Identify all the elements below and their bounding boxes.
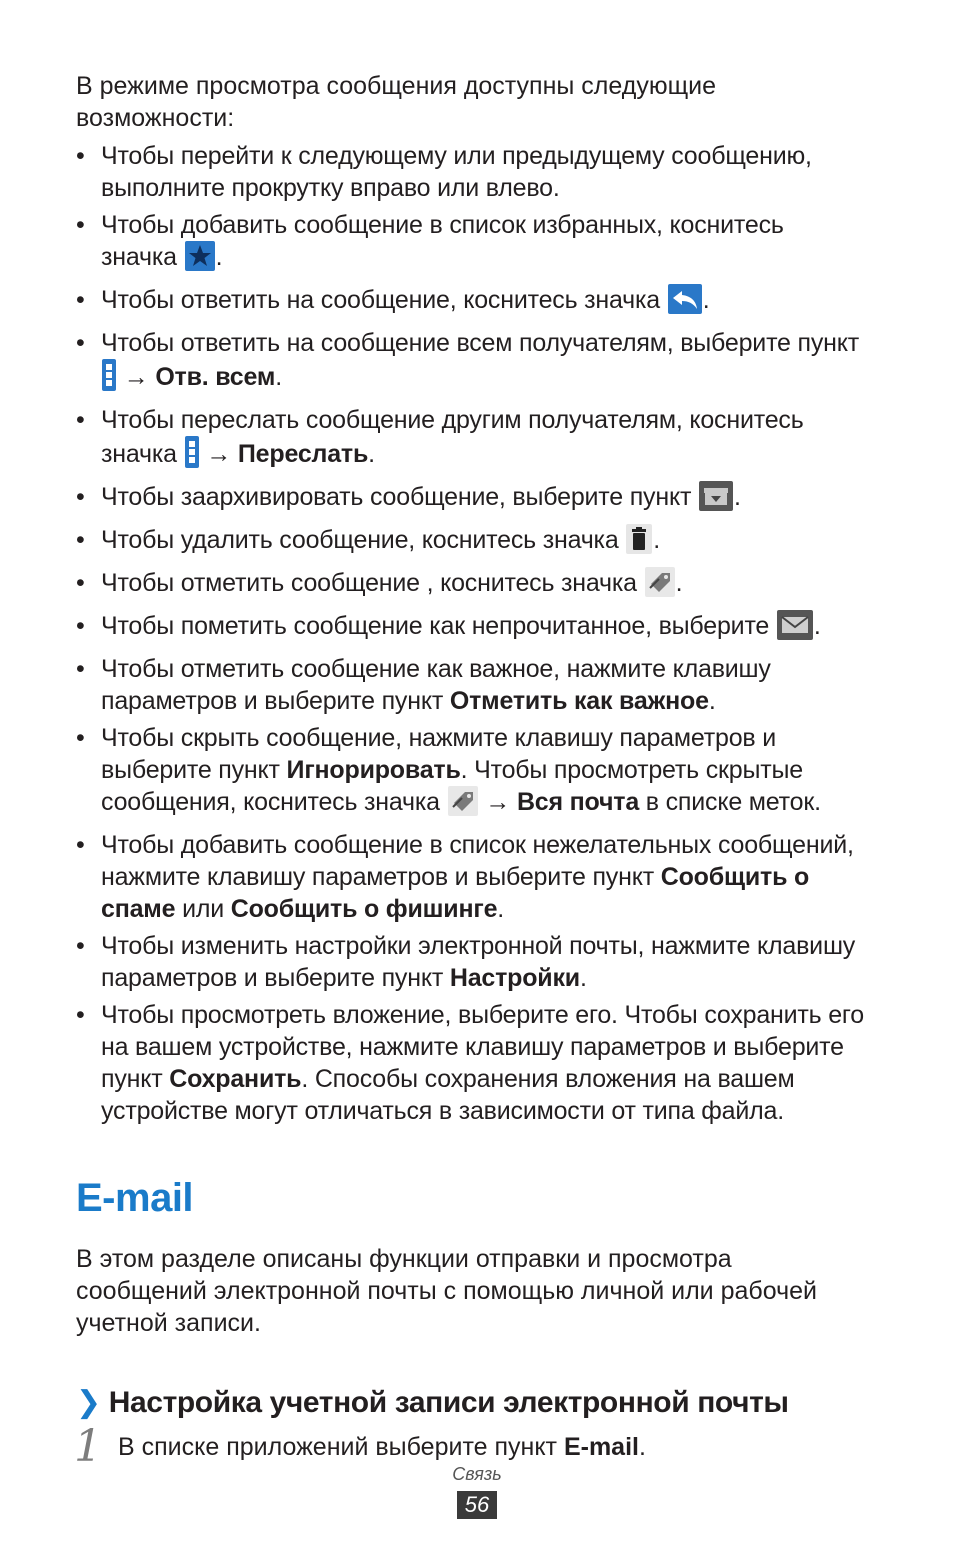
list-item: • Чтобы ответить на сообщение, коснитесь значка . [76, 284, 866, 322]
reply-icon [668, 284, 702, 322]
menu-dots-icon [185, 436, 199, 476]
list-item: • Чтобы отметить сообщение , коснитесь значка . [76, 567, 866, 605]
chevron-right-icon: ❯ [76, 1386, 101, 1419]
intro-text: В режиме просмотра сообщения доступны следующие возможности: [76, 72, 717, 132]
trash-icon [626, 524, 652, 562]
list-item: • Чтобы переслать сообщение другим получателям, коснитесь значка → Переслать. [76, 404, 866, 476]
list-item: • Чтобы просмотреть вложение, выберите его. Чтобы сохранить его на вашем устройстве, нажмите клавишу параметров и выберите пункт Сохранить. Способы сохранения вложения на вашем устройстве могут отличаться в зависимости от типа файла. [76, 999, 866, 1127]
step-item [74, 1421, 866, 1472]
mark-unread-icon [777, 610, 813, 648]
list-item: • Чтобы пометить сообщение как непрочитанное, выберите . [76, 610, 866, 648]
label-icon [448, 786, 478, 824]
menu-dots-icon [102, 359, 116, 399]
feature-list [76, 140, 866, 1127]
step-text: В списке приложений выберите пункт E-mail. [118, 1433, 646, 1461]
page-number: 56 [457, 1491, 497, 1519]
list-item: • Чтобы удалить сообщение, коснитесь значка . [76, 524, 866, 562]
list-item: • Чтобы добавить сообщение в список нежелательных сообщений, нажмите клавишу параметров и выберите пункт Сообщить о спаме или Сообщить о фишинге. [76, 829, 866, 925]
list-item: • Чтобы отметить сообщение как важное, нажмите клавишу параметров и выберите пункт Отметить как важное. [76, 653, 866, 717]
archive-icon [699, 481, 733, 519]
subsection-title: ❯ Настройка учетной записи электронной почты [76, 1386, 789, 1419]
list-item: • Чтобы добавить сообщение в список избранных, коснитесь значка . [76, 209, 866, 279]
list-item: • Чтобы заархивировать сообщение, выберите пункт . [76, 481, 866, 519]
list-item: • Чтобы перейти к следующему или предыдущему сообщению, выполните прокрутку вправо или влево. [76, 140, 866, 204]
list-item: • Чтобы изменить настройки электронной почты, нажмите клавишу параметров и выберите пункт Настройки. [76, 930, 866, 994]
star-icon [185, 241, 215, 279]
label-icon [645, 567, 675, 605]
step-number: 1 [74, 1421, 102, 1472]
chapter-label: Связь [452, 1464, 502, 1484]
section-description: В этом разделе описаны функции отправки и просмотра сообщений электронной почты с помощью личной или рабочей учетной записи. [76, 1245, 817, 1337]
list-item: • Чтобы скрыть сообщение, нажмите клавишу параметров и выберите пункт Игнорировать. Чтобы просмотреть скрытые сообщения, коснитесь значка → Вся почта в списке меток. [76, 722, 866, 824]
list-item: • Чтобы ответить на сообщение всем получателям, выберите пункт → Отв. всем. [76, 327, 866, 399]
section-title: E-mail [76, 1176, 194, 1220]
document-page [74, 70, 866, 1472]
page-footer [0, 1464, 954, 1519]
